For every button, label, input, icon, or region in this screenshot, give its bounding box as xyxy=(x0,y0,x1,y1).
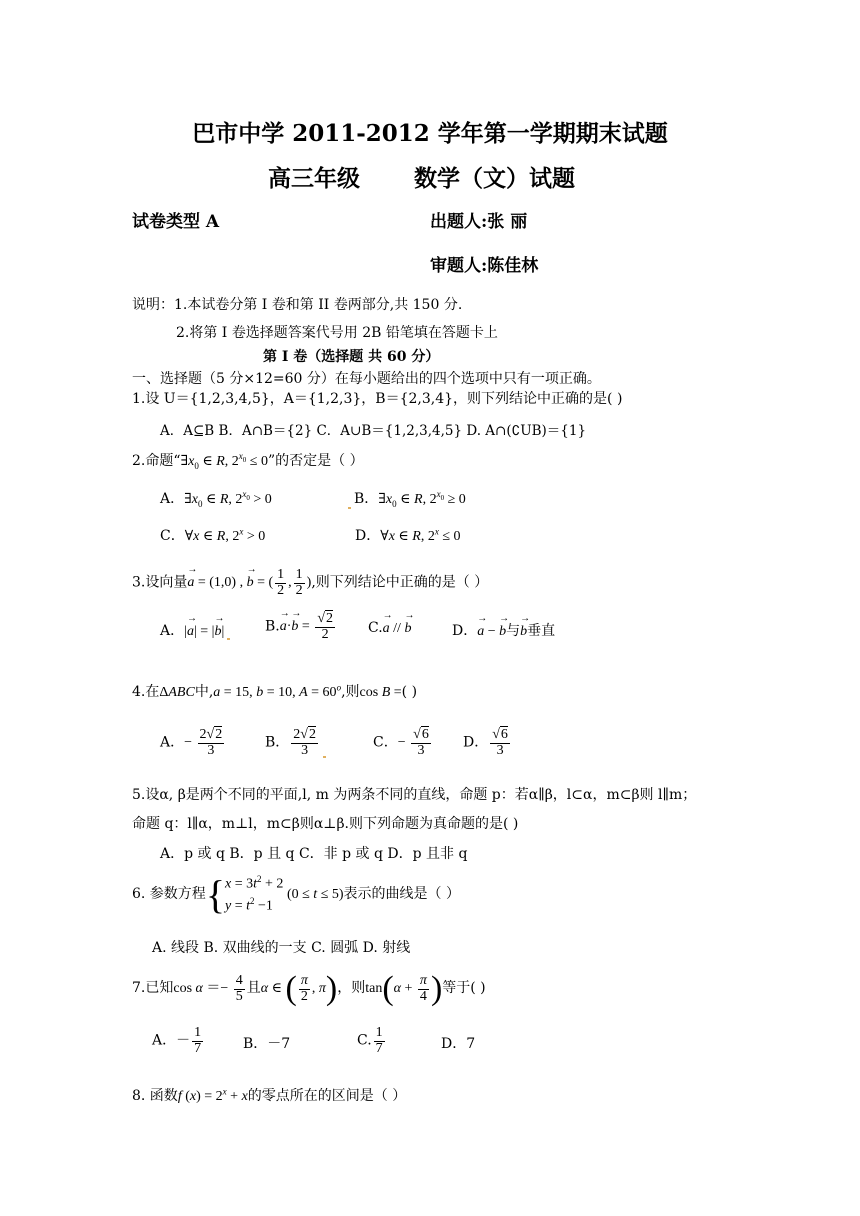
q2-stem-post: ”的否定是（ ） xyxy=(267,453,364,469)
q2-option-c: C．∀x ∈ R, $2^x > 0$ xyxy=(160,526,266,544)
q4-option-d: D． $\frac{√6}{3}$ xyxy=(463,727,508,758)
q3-d-label: D． xyxy=(452,623,478,639)
q7-a-label: A．－ xyxy=(152,1032,191,1049)
q3-stem-pre: 3.设向量 xyxy=(132,574,188,591)
paper-type: 试卷类型 A xyxy=(132,212,220,232)
q1-options: A．A⊆B B．A∩B＝{2} C．A∪B＝{1,2,3,4,5} D. A∩(∁UB)＝{1} xyxy=(160,423,587,439)
q3-option-d: D．→ a − → b与→ b垂直 xyxy=(452,620,555,640)
section-heading: 第 I 卷（选择题 共 60 分） xyxy=(263,349,440,365)
q2-d-label: D． xyxy=(355,528,381,544)
q3-d-text: 与 xyxy=(506,623,521,639)
q3-option-c: C.→ a // → b xyxy=(368,620,411,637)
note-line-1: 说明：1.本试卷分第 I 卷和第 II 卷两部分,共 150 分. xyxy=(132,297,463,313)
q4-stem: 4.在ΔABC中,a = 15, b = 10, $A = 60^o$,则cos B =( ) xyxy=(132,682,418,700)
q7-option-c: C. $\frac{1}{7}$ xyxy=(357,1025,383,1056)
q7-option-d: D．7 xyxy=(441,1036,476,1052)
q7-stem-mid2: ，则 xyxy=(337,980,366,997)
subject-title: 数学（文）试题 xyxy=(414,165,575,192)
q5-line-2: 命题 q：l∥α，m⊥l，m⊂β则α⊥β.则下列命题为真命题的是( ) xyxy=(132,816,519,832)
q8-stem-post: 的零点所在的区间是（ ） xyxy=(247,1088,407,1104)
q4-stem-mid1: 中, xyxy=(194,684,214,700)
question-reviewer: 审题人:陈佳林 xyxy=(430,256,539,276)
stray-mark xyxy=(323,756,326,758)
q7-stem: 7.已知cos α ＝− $\frac{4}{5}$ 且α ∈ ( $\frac{\pi}{2}$ , π)，则tan(α + $\frac{\pi}{4}$ )等于( ) xyxy=(132,970,486,1007)
q3-stem-post: ,则下列结论中正确的是（ ） xyxy=(311,574,489,591)
q3-c-label: C. xyxy=(368,620,383,636)
q2-b-label: B． xyxy=(354,491,379,507)
q7-option-b: B．－7 xyxy=(243,1036,291,1052)
q4-a-label: A． xyxy=(160,734,185,751)
stray-mark xyxy=(227,638,230,640)
q2-option-b: B．$\exists x_0$ ∈ R, $2^{x_0} \ge 0$ xyxy=(345,488,466,509)
q5-line-1: 5.设α, β是两个不同的平面,l, m 为两条不同的直线，命题 p：若α∥β，l⊂α，m⊂β则 l∥m； xyxy=(132,787,697,803)
q1-stem: 1.设 U＝{1,2,3,4,5}，A＝{1,2,3}，B＝{2,3,4}，则下列结论中正确的是( ) xyxy=(132,391,623,407)
q7-c-label: C. xyxy=(357,1032,372,1049)
q7-stem-post: 等于( ) xyxy=(442,980,486,997)
q7-stem-mid1: 且 xyxy=(246,980,261,997)
q2-c-label: C． xyxy=(160,528,185,544)
q4-option-c: C．− $\frac{√6}{3}$ xyxy=(373,727,429,758)
q7-option-a: A．－ $\frac{1}{7}$ xyxy=(152,1025,202,1056)
q4-c-label: C． xyxy=(373,734,398,751)
q4-d-label: D． xyxy=(463,734,489,751)
q7-stem-pre: 7.已知 xyxy=(132,980,174,997)
q3-option-b: B.→ a·→ b = $\frac{√2}{2}$ xyxy=(265,612,337,642)
q4-option-b: B． $\frac{2√2}{3}$ xyxy=(265,728,329,758)
q3-option-a: A．|→ a| = |→ b| xyxy=(160,620,233,640)
q4-stem-post: ( ) xyxy=(401,684,418,700)
q8-stem: 8. 函数f $(x) = 2^x + x$的零点所在的区间是（ ） xyxy=(132,1086,407,1104)
q6-stem-post: 表示的曲线是（ ） xyxy=(343,886,460,903)
exam-title: 巴市中学 2011-2012 学年第一学期期末试题 xyxy=(192,120,668,147)
q6-options: A. 线段 B. 双曲线的一支 C. 圆弧 D. 射线 xyxy=(152,940,411,956)
q3-b-label: B. xyxy=(265,618,280,635)
q4-stem-mid2: ,则 xyxy=(341,684,360,700)
q6-stem: 6. 参数方程{ $x = 3t^2 + 2$ $y = t^2 -1$ (0 ≤ t ≤ 5)表示的曲线是（ ） xyxy=(132,871,460,917)
q2-option-a: A．$\exists x_0$ ∈ R, $2^{x_0} > 0$ xyxy=(160,489,272,509)
q2-stem-pre: 2.命题“ xyxy=(132,453,181,469)
section-instructions: 一、选择题（5 分×12=60 分）在每小题给出的四个选项中只有一项正确。 xyxy=(132,371,601,387)
q3-a-label: A． xyxy=(160,623,185,639)
q4-b-label: B． xyxy=(265,734,290,751)
note-line-2: 2.将第 I 卷选择题答案代号用 2B 铅笔填在答题卡上 xyxy=(176,325,498,341)
q2-a-label: A． xyxy=(160,491,185,507)
q4-option-a: A．− $\frac{2√2}{3}$ xyxy=(160,727,223,758)
q5-options: A．p 或 q B．p 且 q C．非 p 或 q D．p 且非 q xyxy=(160,846,468,862)
grade-label: 高三年级 xyxy=(268,165,360,192)
question-setter: 出题人:张 丽 xyxy=(430,212,528,232)
q4-stem-pre: 4.在 xyxy=(132,684,160,700)
q2-option-d: D．∀x ∈ R, $2^x \le 0$ xyxy=(355,526,461,544)
q3-d-tail: 垂直 xyxy=(527,623,556,639)
q3-stem: 3.设向量→ a = (1,0) , → b = ( $\frac{1}{2}$ , $\frac{1}{2}$ ),则下列结论中正确的是（ ） xyxy=(132,568,488,598)
q8-stem-pre: 8. 函数 xyxy=(132,1088,178,1104)
q2-stem: 2.命题“$\exists x_0$ ∈ R, $2^{x_0} \le 0$”的否定是（ ） xyxy=(132,451,364,471)
q6-stem-pre: 6. 参数方程 xyxy=(132,886,206,903)
stray-mark xyxy=(348,507,351,509)
